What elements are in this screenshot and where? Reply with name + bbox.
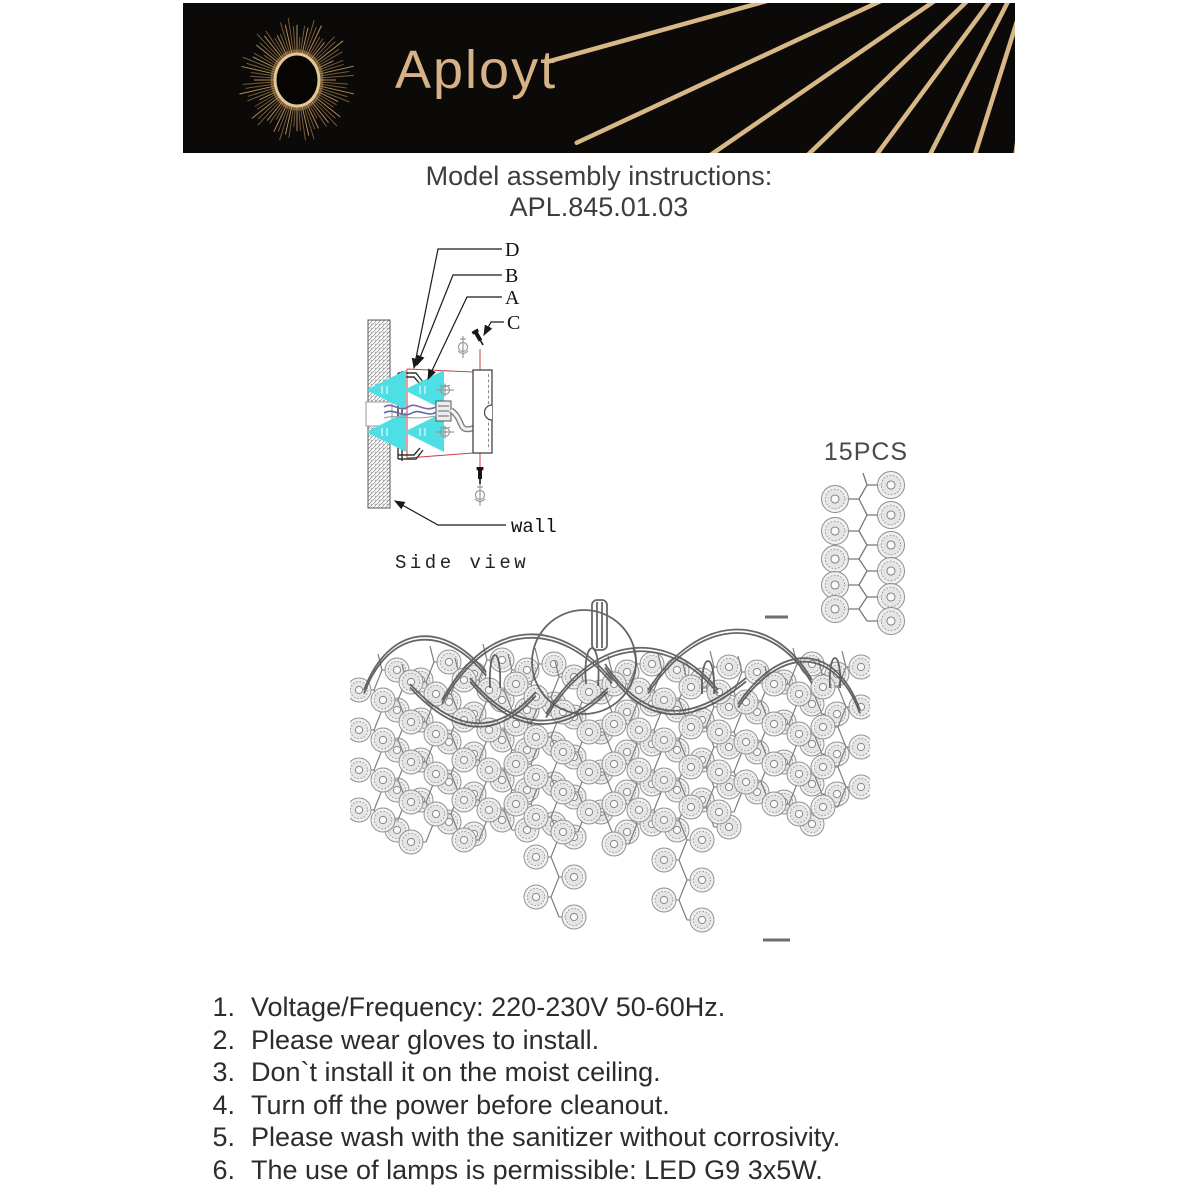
list-item	[183, 1056, 1083, 1089]
list-item	[183, 1024, 1083, 1057]
item-number: 5.	[212, 1122, 235, 1152]
screw-head-icon	[436, 426, 454, 439]
wall-label: wall	[511, 516, 557, 538]
screw-head-icon	[436, 384, 454, 397]
list-item	[183, 1089, 1083, 1122]
label-a: A	[505, 287, 520, 309]
item-number: 6.	[212, 1154, 235, 1185]
label-d: D	[505, 239, 520, 261]
screw-icon	[477, 467, 484, 484]
item-text: The use of lamps is permissible: LED G9 3x5W.	[251, 1154, 823, 1185]
decorative-rays-icon	[183, 3, 1015, 153]
screw-icon	[472, 329, 486, 347]
item-number: 1.	[212, 992, 235, 1022]
screw-icon	[475, 484, 485, 506]
item-text: Please wash with the sanitizer without corrosivity.	[251, 1122, 841, 1152]
brand-header	[183, 3, 1015, 153]
pcs-count-label: 15PCS	[823, 438, 909, 466]
item-text: Please wear gloves to install.	[251, 1024, 600, 1055]
item-number: 3.	[212, 1057, 235, 1087]
page-title-block	[183, 161, 1015, 223]
item-text: Voltage/Frequency: 220-230V 50-60Hz.	[251, 992, 726, 1022]
label-b: B	[505, 265, 519, 287]
side-view-caption: Side view	[395, 552, 530, 574]
list-item	[183, 1121, 1083, 1154]
side-view-diagram	[350, 235, 570, 585]
screw-icon	[458, 336, 468, 358]
brand-name: Aployt	[395, 40, 558, 100]
item-text: Don`t install it on the moist ceiling.	[251, 1057, 661, 1087]
model-number: APL.845.01.03	[509, 192, 689, 222]
label-c: C	[507, 312, 521, 334]
list-item	[183, 1154, 1083, 1187]
item-number: 2.	[212, 1024, 235, 1055]
item-number: 4.	[212, 1089, 235, 1120]
list-item	[183, 991, 1083, 1024]
mounting-bracket	[398, 371, 423, 461]
chandelier-figure	[350, 592, 870, 957]
item-text: Turn off the power before cleanout.	[251, 1089, 670, 1120]
page-title: Model assembly instructions:	[425, 161, 773, 191]
instructions-list	[183, 991, 1083, 1186]
